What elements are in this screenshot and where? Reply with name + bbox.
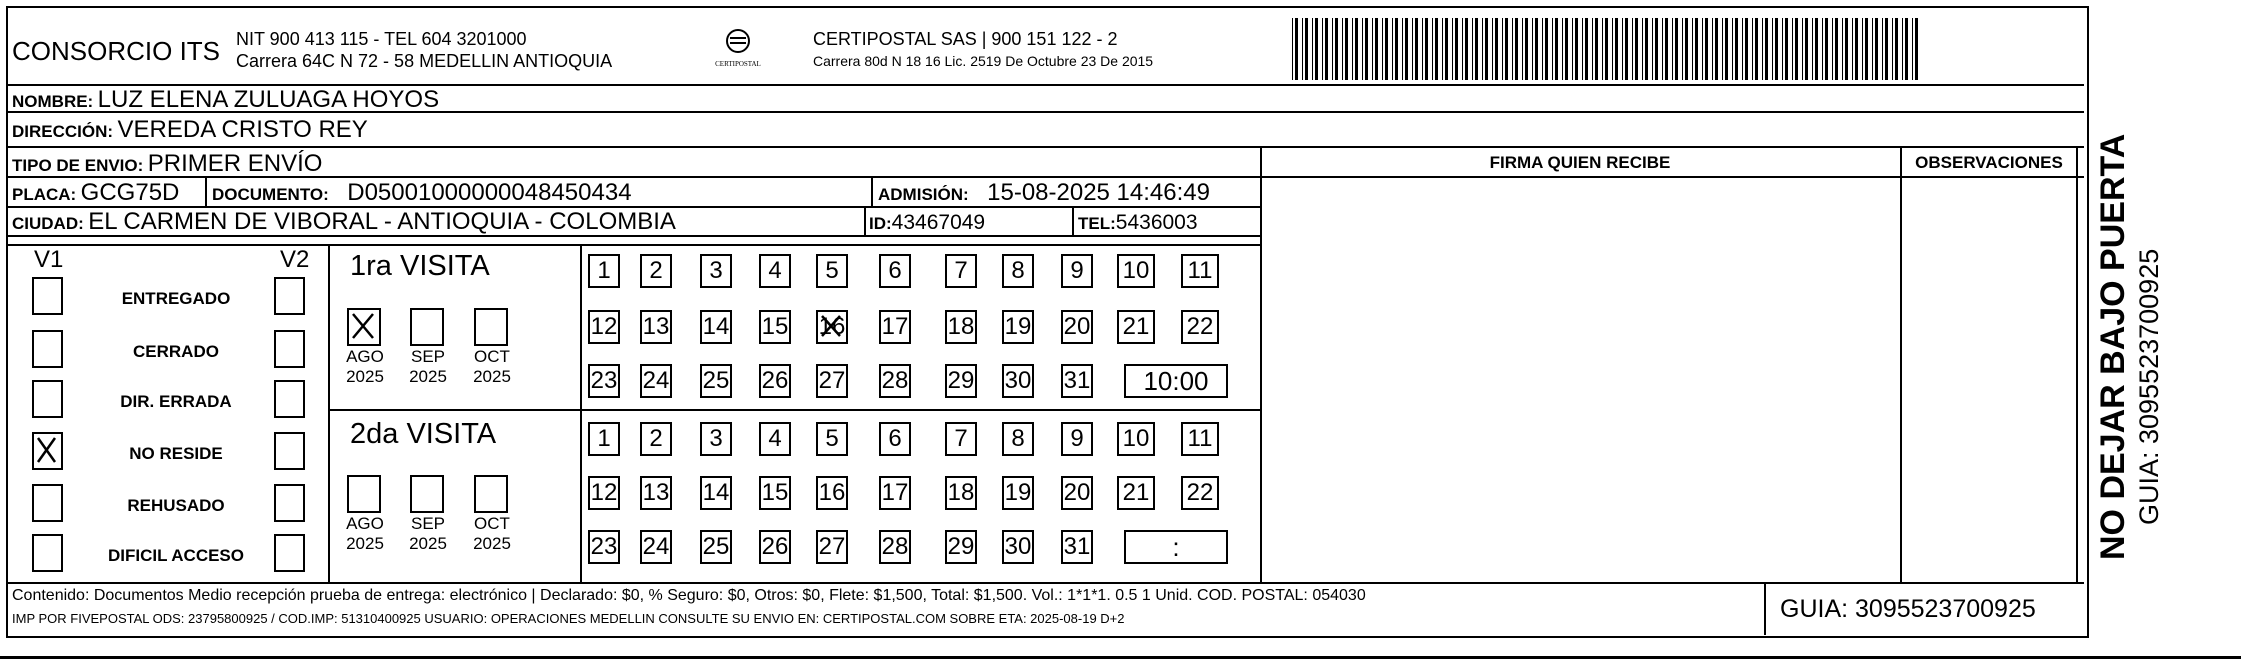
day-checkbox[interactable] — [1061, 530, 1093, 564]
day-checkbox[interactable] — [1117, 254, 1155, 288]
year-label: 2025 — [409, 534, 447, 553]
observaciones-header: OBSERVACIONES — [1915, 153, 2063, 172]
year-label: 2025 — [346, 367, 384, 386]
day-number: 19 — [1004, 313, 1032, 340]
day-number: 4 — [768, 257, 782, 284]
day-checkbox[interactable] — [588, 476, 620, 510]
day-number: 3 — [709, 425, 723, 452]
side-guia: GUIA: 3095523700925 — [2134, 248, 2164, 525]
day-number: 16 — [818, 313, 846, 340]
day-checkbox[interactable] — [1181, 422, 1219, 456]
v2-label: V2 — [280, 246, 310, 273]
day-number: 25 — [702, 533, 730, 560]
day-checkbox[interactable] — [879, 530, 911, 564]
visit2-title: 2da VISITA — [350, 418, 497, 450]
obs-left-border — [1900, 146, 1902, 582]
day-checkbox[interactable] — [1117, 476, 1155, 510]
tipo-value: PRIMER ENVÍO — [147, 150, 323, 177]
day-number: 7 — [954, 425, 968, 452]
day-number: 1 — [597, 425, 611, 452]
day-number: 23 — [590, 533, 618, 560]
nombre-label: NOMBRE: — [12, 92, 94, 111]
day-checkbox[interactable] — [945, 422, 977, 456]
day-number: 9 — [1070, 425, 1084, 452]
day-number: 14 — [702, 313, 730, 340]
day-checkbox[interactable] — [640, 364, 672, 398]
day-checkbox[interactable] — [1002, 530, 1034, 564]
day-number: 17 — [881, 479, 909, 506]
placa-label: PLACA: — [12, 185, 77, 204]
barcode — [1292, 18, 1926, 80]
firma-header: FIRMA QUIEN RECIBE — [1489, 153, 1671, 172]
tel-label: TEL: — [1078, 214, 1116, 233]
day-checkbox[interactable] — [759, 476, 791, 510]
nombre-row — [12, 88, 439, 112]
day-checkbox[interactable] — [640, 476, 672, 510]
documento-label: DOCUMENTO: — [212, 185, 329, 204]
day-number: 30 — [1004, 533, 1032, 560]
day-checkbox[interactable] — [816, 254, 848, 288]
cell-divider — [205, 178, 207, 207]
visit1-title: 1ra VISITA — [350, 250, 490, 282]
day-number: 25 — [702, 367, 730, 394]
admision-label: ADMISIÓN: — [878, 185, 969, 204]
day-number: 16 — [818, 479, 846, 506]
status-label: NO RESIDE — [129, 444, 223, 463]
day-number: 24 — [642, 367, 670, 394]
day-checkbox[interactable] — [816, 422, 848, 456]
logo-text: CERTIPOSTAL — [715, 60, 761, 68]
month-label: AGO — [346, 514, 384, 533]
day-checkbox[interactable] — [588, 364, 620, 398]
carrier-name: CERTIPOSTAL SAS | 900 151 122 - 2 — [813, 29, 1118, 49]
direccion-value: VEREDA CRISTO REY — [117, 116, 368, 143]
day-number: 9 — [1070, 257, 1084, 284]
month-checkbox[interactable] — [347, 308, 381, 346]
id-value: 43467049 — [891, 211, 986, 234]
admision-value: 15-08-2025 14:46:49 — [987, 179, 1210, 206]
cell-divider — [871, 178, 873, 207]
day-number: 7 — [954, 257, 968, 284]
day-checkbox[interactable] — [588, 422, 620, 456]
columns-header-line — [1260, 176, 2078, 178]
day-checkbox[interactable] — [1061, 476, 1093, 510]
tel-value: 5436003 — [1115, 211, 1198, 234]
day-checkbox[interactable] — [1117, 310, 1155, 344]
day-checkbox[interactable] — [816, 364, 848, 398]
month-checkbox[interactable] — [410, 475, 444, 513]
day-number: 20 — [1063, 313, 1091, 340]
row-line — [6, 146, 2084, 148]
tipo-label: TIPO DE ENVIO: — [12, 156, 144, 175]
day-number: 8 — [1011, 425, 1025, 452]
time-field[interactable] — [1124, 530, 1228, 564]
visit-separator — [328, 409, 1260, 411]
tipo-row — [12, 152, 322, 176]
day-checkbox[interactable] — [816, 476, 848, 510]
day-checkbox[interactable] — [588, 530, 620, 564]
row-line — [6, 244, 1262, 246]
day-checkbox[interactable] — [640, 254, 672, 288]
month-label: OCT — [474, 514, 510, 533]
ciudad-row — [12, 210, 676, 234]
v1-checkbox[interactable] — [32, 432, 63, 470]
day-checkbox[interactable] — [1002, 476, 1034, 510]
carrier-address: Carrera 80d N 18 16 Lic. 2519 De Octubre 23 De 2015 — [813, 53, 1154, 69]
month-checkbox[interactable] — [347, 475, 381, 513]
day-checkbox[interactable] — [759, 530, 791, 564]
day-number: 3 — [709, 257, 723, 284]
day-number: 26 — [761, 367, 789, 394]
month-checkbox[interactable] — [474, 475, 508, 513]
day-number: 8 — [1011, 257, 1025, 284]
day-checkbox[interactable] — [879, 254, 911, 288]
v2-checkbox[interactable] — [274, 484, 305, 522]
day-checkbox[interactable] — [759, 422, 791, 456]
day-checkbox[interactable] — [640, 422, 672, 456]
placa-row — [12, 181, 179, 205]
status-label: CERRADO — [133, 342, 219, 361]
day-number: 28 — [881, 533, 909, 560]
v1-checkbox[interactable] — [32, 534, 63, 572]
v1-label: V1 — [34, 246, 64, 273]
v2-checkbox[interactable] — [274, 380, 305, 418]
day-number: 11 — [1187, 425, 1213, 452]
day-number: 31 — [1063, 533, 1091, 560]
visit-divider — [580, 244, 582, 582]
month-checkbox[interactable] — [474, 308, 508, 346]
day-number: 26 — [761, 533, 789, 560]
firma-left-border — [1260, 146, 1262, 582]
day-checkbox[interactable] — [1061, 364, 1093, 398]
day-number: 22 — [1186, 479, 1214, 506]
footer-guia: GUIA: 3095523700925 — [1780, 595, 2036, 623]
day-checkbox[interactable] — [945, 364, 977, 398]
v2-checkbox[interactable] — [274, 330, 305, 368]
time-value: : — [1172, 532, 1180, 562]
day-number: 18 — [947, 479, 975, 506]
day-number: 10 — [1122, 425, 1150, 452]
day-number: 15 — [761, 313, 789, 340]
v1-checkbox[interactable] — [32, 277, 63, 315]
cell-divider — [1072, 208, 1074, 236]
day-number: 5 — [825, 425, 839, 452]
day-checkbox[interactable] — [879, 364, 911, 398]
day-number: 19 — [1004, 479, 1032, 506]
footer-line1: Contenido: Documentos Medio recepción prueba de entrega: electrónico | Declarado: $0, % Seguro: $0, Otros: $0, Flete: $1,500, Total: $1,500. Vol.: 1*1*1. 0.5 1 Unid. COD. POSTAL: 054030 — [12, 587, 1366, 604]
day-number: 2 — [649, 425, 663, 452]
day-checkbox[interactable] — [945, 476, 977, 510]
day-number: 2 — [649, 257, 663, 284]
status-label: REHUSADO — [127, 496, 225, 515]
day-number: 24 — [642, 533, 670, 560]
month-checkbox[interactable] — [410, 308, 444, 346]
day-number: 21 — [1122, 313, 1150, 340]
day-checkbox[interactable] — [1002, 310, 1034, 344]
month-label: SEP — [410, 347, 446, 366]
year-label: 2025 — [346, 534, 384, 553]
v2-checkbox[interactable] — [274, 432, 305, 470]
day-number: 29 — [947, 367, 975, 394]
day-checkbox[interactable] — [700, 422, 732, 456]
day-number: 13 — [642, 479, 670, 506]
day-checkbox[interactable] — [700, 530, 732, 564]
year-label: 2025 — [473, 534, 511, 553]
footer-line2: IMP POR FIVEPOSTAL ODS: 23795800925 / COD.IMP: 51310400925 USUARIO: OPERACIONES MEDELLIN CONSULTE SU ENVIO EN: CERTIPOSTAL.COM SOBRE ETA: 2025-08-19 D+2 — [12, 611, 1125, 626]
year-label: 2025 — [409, 367, 447, 386]
day-number: 6 — [888, 257, 902, 284]
day-number: 23 — [590, 367, 618, 394]
day-checkbox[interactable] — [1061, 254, 1093, 288]
day-checkbox[interactable] — [640, 310, 672, 344]
day-number: 1 — [597, 257, 611, 284]
day-number: 31 — [1063, 367, 1091, 394]
day-number: 10 — [1122, 257, 1150, 284]
day-checkbox[interactable] — [879, 476, 911, 510]
day-number: 21 — [1122, 479, 1150, 506]
day-number: 28 — [881, 367, 909, 394]
day-checkbox[interactable] — [1117, 422, 1155, 456]
day-checkbox[interactable] — [816, 310, 848, 344]
day-checkbox[interactable] — [945, 254, 977, 288]
side-warning: NO DEJAR BAJO PUERTA — [2094, 133, 2132, 560]
day-checkbox[interactable] — [1002, 422, 1034, 456]
day-number: 22 — [1186, 313, 1214, 340]
company-nit: NIT 900 413 115 - TEL 604 3201000 — [236, 29, 527, 49]
day-checkbox[interactable] — [945, 530, 977, 564]
nombre-value: LUZ ELENA ZULUAGA HOYOS — [97, 86, 440, 113]
documento-value: D05001000000048450434 — [347, 179, 632, 206]
status-label: ENTREGADO — [121, 289, 231, 308]
day-checkbox[interactable] — [700, 254, 732, 288]
day-number: 6 — [888, 425, 902, 452]
day-checkbox[interactable] — [640, 530, 672, 564]
v1-checkbox[interactable] — [32, 380, 63, 418]
tel-row — [1078, 212, 1198, 233]
day-number: 18 — [947, 313, 975, 340]
month-label: SEP — [410, 514, 446, 533]
month-label: AGO — [346, 347, 384, 366]
day-checkbox[interactable] — [1061, 422, 1093, 456]
day-checkbox[interactable] — [1002, 364, 1034, 398]
v2-checkbox[interactable] — [274, 534, 305, 572]
time-value: 10:00 — [1143, 366, 1209, 396]
ciudad-label: CIUDAD: — [12, 214, 84, 233]
id-label: ID: — [869, 214, 892, 233]
day-checkbox[interactable] — [945, 310, 977, 344]
day-number: 5 — [825, 257, 839, 284]
direccion-label: DIRECCIÓN: — [12, 122, 114, 141]
day-number: 14 — [702, 479, 730, 506]
direccion-row — [12, 118, 368, 142]
day-number: 12 — [590, 479, 618, 506]
day-number: 20 — [1063, 479, 1091, 506]
year-label: 2025 — [473, 367, 511, 386]
day-number: 4 — [768, 425, 782, 452]
placa-value: GCG75D — [80, 179, 180, 206]
day-number: 12 — [590, 313, 618, 340]
day-number: 27 — [818, 367, 846, 394]
day-checkbox[interactable] — [588, 310, 620, 344]
day-number: 29 — [947, 533, 975, 560]
day-number: 15 — [761, 479, 789, 506]
ciudad-value: EL CARMEN DE VIBORAL - ANTIOQUIA - COLOMBIA — [88, 208, 676, 235]
day-checkbox[interactable] — [700, 476, 732, 510]
day-checkbox[interactable] — [1181, 310, 1219, 344]
day-checkbox[interactable] — [816, 530, 848, 564]
documento-row — [212, 181, 632, 205]
scan-line — [0, 656, 2241, 659]
day-checkbox[interactable] — [879, 310, 911, 344]
day-checkbox[interactable] — [759, 310, 791, 344]
day-number: 27 — [818, 533, 846, 560]
id-row — [869, 212, 985, 233]
day-checkbox[interactable] — [1061, 310, 1093, 344]
day-number: 17 — [881, 313, 909, 340]
day-checkbox[interactable] — [1181, 476, 1219, 510]
day-checkbox[interactable] — [759, 364, 791, 398]
day-checkbox[interactable] — [879, 422, 911, 456]
day-checkbox[interactable] — [700, 364, 732, 398]
day-checkbox[interactable] — [700, 310, 732, 344]
day-checkbox[interactable] — [1181, 254, 1219, 288]
day-checkbox[interactable] — [588, 254, 620, 288]
day-number: 13 — [642, 313, 670, 340]
status-label: DIR. ERRADA — [120, 392, 232, 411]
cell-divider — [864, 208, 866, 236]
day-number: 11 — [1187, 257, 1213, 284]
day-checkbox[interactable] — [759, 254, 791, 288]
admision-row — [878, 181, 1210, 205]
month-label: OCT — [474, 347, 510, 366]
company-name: CONSORCIO ITS — [12, 36, 221, 66]
obs-right-border — [2076, 146, 2078, 582]
day-number: 30 — [1004, 367, 1032, 394]
company-address: Carrera 64C N 72 - 58 MEDELLIN ANTIOQUIA — [236, 51, 613, 71]
status-divider — [328, 244, 330, 582]
certipostal-logo-icon — [708, 26, 768, 72]
v1-checkbox[interactable] — [32, 330, 63, 368]
v1-checkbox[interactable] — [32, 484, 63, 522]
time-field[interactable] — [1124, 364, 1228, 398]
day-checkbox[interactable] — [1002, 254, 1034, 288]
v2-checkbox[interactable] — [274, 277, 305, 315]
status-label: DIFICIL ACCESO — [107, 546, 244, 565]
